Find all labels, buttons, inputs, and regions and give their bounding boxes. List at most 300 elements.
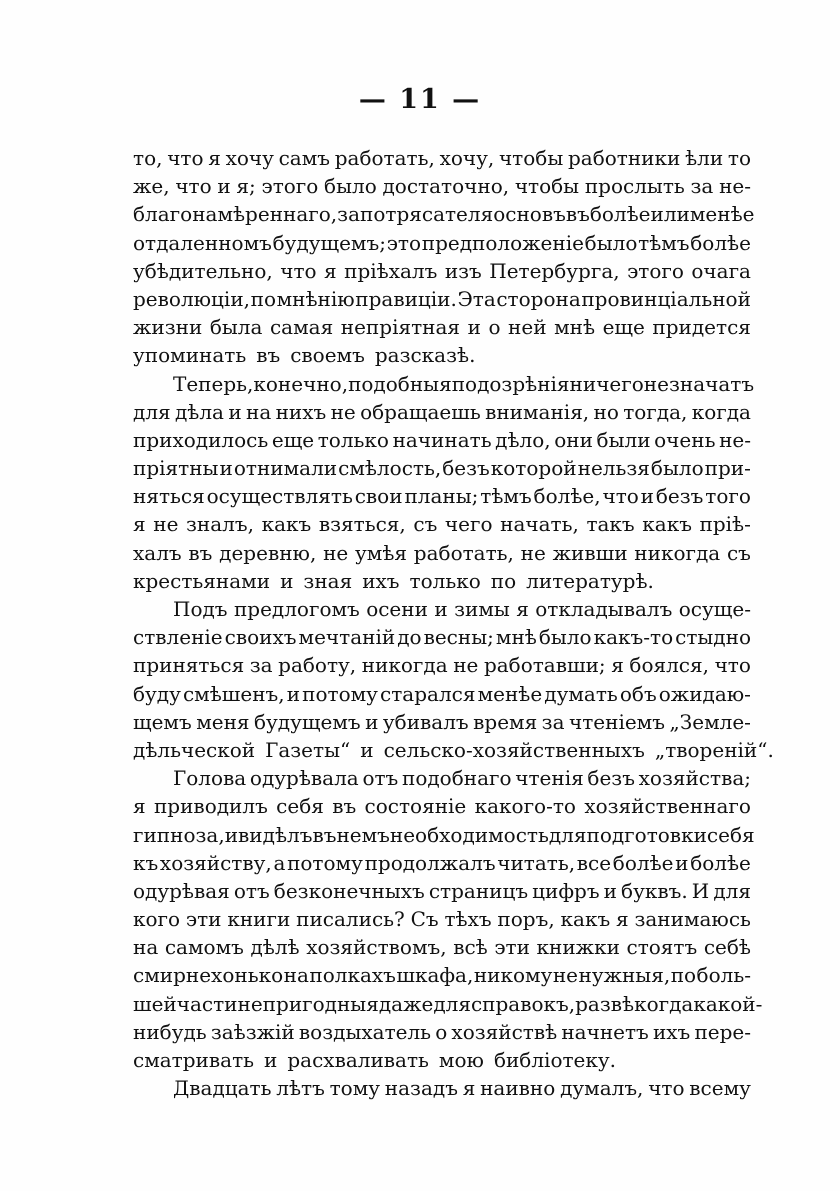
word: шей <box>133 991 177 1016</box>
text-line <box>133 510 751 538</box>
word: Подъ <box>173 597 228 621</box>
word: чтенія <box>515 766 584 791</box>
word: зналъ, <box>186 512 254 537</box>
text-line <box>133 623 751 651</box>
word: мнѣ <box>495 625 537 650</box>
word: не- <box>719 427 751 452</box>
word: для <box>548 822 587 847</box>
word: ничего <box>569 371 644 396</box>
word: я <box>208 146 221 170</box>
word: никому <box>473 963 553 988</box>
word: очага <box>691 258 751 283</box>
text-line <box>133 905 751 933</box>
word: и <box>675 850 689 875</box>
word: и <box>224 822 239 847</box>
word: которой <box>490 456 577 481</box>
word: не <box>520 540 546 565</box>
word: состояніе <box>364 794 467 819</box>
word: болѣе <box>612 850 674 875</box>
word: въ <box>332 794 357 819</box>
word: боялся, <box>629 653 709 678</box>
word: такъ <box>586 512 635 537</box>
word: когда <box>634 991 694 1016</box>
word: за <box>249 653 273 678</box>
word: на <box>133 935 159 960</box>
word: отъ <box>233 878 270 903</box>
word: въ <box>256 343 281 368</box>
word: мою <box>438 1048 484 1072</box>
word: кого <box>133 907 181 932</box>
page-number: — 11 — <box>358 84 482 115</box>
word: приняться <box>133 653 245 678</box>
word: было <box>584 230 638 255</box>
word: потрясателя <box>360 202 494 227</box>
word: работники <box>567 146 681 170</box>
word: придется <box>652 315 751 340</box>
word: непріятная <box>340 315 461 340</box>
word: осуще- <box>678 597 751 621</box>
word: сельско-хозяйственныхъ <box>383 737 645 762</box>
word: въ <box>312 822 337 847</box>
word: они <box>554 427 593 452</box>
text-line <box>133 764 751 792</box>
word: няться <box>133 484 205 509</box>
word: очень <box>654 427 716 452</box>
text-line <box>133 821 755 849</box>
word: дѣлѣ <box>250 935 300 960</box>
word: ней <box>508 315 547 340</box>
word: взяться, <box>318 512 406 537</box>
word: „твореній“. <box>654 737 774 762</box>
word: полкахъ <box>309 963 396 988</box>
word: откладывалъ <box>535 597 673 621</box>
word: части <box>176 991 238 1016</box>
word: думалъ, <box>560 1076 644 1101</box>
word: еще <box>271 427 315 452</box>
word: тогда, <box>623 399 688 424</box>
text-line <box>133 1018 751 1046</box>
word: себя <box>276 794 324 819</box>
word: И <box>691 878 710 903</box>
word: смѣлость, <box>338 456 442 481</box>
text-line <box>133 1046 751 1074</box>
word: убивалъ <box>382 709 469 734</box>
word: чтеніемъ <box>568 709 665 734</box>
word: убѣдительно, <box>133 258 273 283</box>
word: было <box>324 174 377 199</box>
word: и <box>228 399 242 424</box>
word: отнимали <box>233 456 338 481</box>
word: безъ <box>655 484 704 509</box>
word: чтобы <box>498 146 564 170</box>
word: я <box>324 258 337 283</box>
word: я <box>133 794 146 819</box>
word: развѣ <box>575 991 635 1016</box>
word: только <box>409 568 481 593</box>
word: будущемъ <box>254 709 361 734</box>
word: стоятъ <box>626 935 698 960</box>
word: пріѣхалъ <box>344 258 438 283</box>
word: подозрѣнія <box>451 371 570 396</box>
word: что <box>602 484 639 509</box>
word: никогда <box>634 540 721 565</box>
word: болѣе <box>690 230 751 255</box>
word: страницъ <box>428 878 529 903</box>
word: и <box>217 174 231 199</box>
word: а <box>273 850 286 875</box>
text-line <box>133 708 751 736</box>
word: дѣла <box>174 399 224 424</box>
word: назадъ <box>384 1076 458 1101</box>
word: чего <box>444 512 493 537</box>
word: ихъ <box>652 1019 691 1044</box>
word: отдаленномъ <box>133 230 272 255</box>
word: своемъ <box>290 343 365 368</box>
word: что <box>714 653 751 678</box>
word: въ <box>188 540 213 565</box>
word: какъ <box>560 907 611 932</box>
word: то, <box>133 146 163 170</box>
word: старался <box>380 681 476 706</box>
word: предположеніе <box>421 230 584 255</box>
word: отъ <box>362 766 399 791</box>
word: литературѣ. <box>526 568 654 593</box>
word: подготовки <box>586 822 707 847</box>
word: крестьянами <box>133 568 271 593</box>
word: потому <box>302 681 378 706</box>
word: стыдно <box>675 625 751 650</box>
word: лѣтъ <box>276 1076 325 1101</box>
word: хозяйства; <box>638 766 751 791</box>
word: нужныя, <box>578 963 671 988</box>
text-line <box>133 539 751 567</box>
word: себя <box>706 822 755 847</box>
word: гипноза, <box>133 822 225 847</box>
word: халъ <box>133 540 182 565</box>
word: Съ <box>410 907 439 932</box>
word: какъ <box>642 512 692 537</box>
word: самъ <box>278 146 331 170</box>
word: занимаюсь <box>634 907 751 932</box>
word: менѣе <box>689 202 755 227</box>
word: приводилъ <box>153 794 268 819</box>
word: пріятны <box>133 456 219 481</box>
word: было <box>650 456 704 481</box>
word: и <box>286 681 301 706</box>
word: я; <box>236 174 256 199</box>
word: хочу <box>225 146 274 170</box>
word: всему <box>689 1076 751 1101</box>
word: хочу, <box>439 146 495 170</box>
word: это <box>386 230 421 255</box>
word: потому <box>287 850 363 875</box>
word: не <box>643 371 669 396</box>
word: какого-то <box>474 794 576 819</box>
word: было <box>538 625 592 650</box>
body-text <box>133 144 774 1102</box>
word: мечтаній <box>298 625 396 650</box>
word: мнѣ <box>554 315 596 340</box>
word: эти <box>494 935 530 960</box>
text-line <box>133 257 751 285</box>
word: я <box>516 597 529 621</box>
word: не <box>323 540 349 565</box>
word: начинать <box>392 427 492 452</box>
word: конечно, <box>253 371 349 396</box>
word: упоминать <box>133 343 247 368</box>
word: за <box>541 709 565 734</box>
word: тѣмъ <box>480 484 532 509</box>
word: на <box>245 399 272 424</box>
word: книги <box>227 907 291 932</box>
text-line <box>133 1074 751 1102</box>
word: нибудь <box>133 1019 207 1044</box>
word: для <box>133 399 171 424</box>
word: самомъ <box>164 935 244 960</box>
word: безъ <box>587 766 635 791</box>
word: своихъ <box>224 625 297 650</box>
word: основъ <box>493 202 566 227</box>
word: были <box>596 427 651 452</box>
word: что <box>175 174 212 199</box>
word: я <box>133 512 146 537</box>
text-line <box>133 792 751 820</box>
word: обращаешь <box>360 399 481 424</box>
word: безконечныхъ <box>273 878 425 903</box>
word: работу, <box>278 653 357 678</box>
text-line <box>133 313 751 341</box>
word: благонамѣреннаго, <box>133 202 338 227</box>
word: на <box>283 963 309 988</box>
text-line <box>133 482 751 510</box>
word: непригодныя <box>237 991 379 1016</box>
word: то <box>727 146 751 170</box>
word: только <box>317 427 389 452</box>
word: же, <box>133 174 170 199</box>
word: болѣе, <box>533 484 601 509</box>
word: этого <box>261 174 319 199</box>
word: подобнаго <box>401 766 512 791</box>
word: поръ, <box>497 907 555 932</box>
word: и <box>434 597 448 621</box>
word: объ <box>619 681 657 706</box>
word: начать, <box>500 512 579 537</box>
word: и <box>264 1048 278 1072</box>
word: будущемъ; <box>272 230 386 255</box>
word: и <box>219 456 233 481</box>
word: эти <box>185 907 222 932</box>
word: пріѣ- <box>699 512 751 537</box>
word: была <box>209 315 263 340</box>
word: „Земле- <box>669 709 751 734</box>
word: расхваливать <box>287 1048 429 1072</box>
word: жизни <box>133 315 203 340</box>
word: для <box>713 878 751 903</box>
word: по <box>250 286 276 311</box>
word: дѣло, <box>495 427 551 452</box>
word: воздыхатель <box>298 1019 432 1044</box>
word: хозяйственнаго <box>584 794 751 819</box>
word: меня <box>196 709 250 734</box>
word: прослыть <box>584 174 685 199</box>
word: ихъ <box>362 568 400 593</box>
word: тѣхъ <box>444 907 492 932</box>
word: что <box>280 258 317 283</box>
word: по <box>490 568 517 593</box>
word: Теперь, <box>173 371 254 396</box>
word: работать, <box>413 540 514 565</box>
text-line <box>133 229 751 257</box>
word: къ <box>133 850 159 875</box>
word: наивно <box>480 1076 556 1101</box>
word: чтобы <box>514 174 580 199</box>
word: что <box>167 146 204 170</box>
word: не <box>330 399 356 424</box>
word: провинціальной <box>581 286 751 311</box>
word: безъ <box>442 456 490 481</box>
word: я <box>616 907 629 932</box>
text-line <box>133 426 751 454</box>
word: ѣли <box>685 146 724 170</box>
word: изъ <box>444 258 482 283</box>
word: и <box>365 709 379 734</box>
word: съ <box>726 540 751 565</box>
word: какой- <box>693 991 763 1016</box>
word: правиціи. <box>355 286 457 311</box>
text-line <box>133 285 751 313</box>
text-line <box>133 933 751 961</box>
text-line <box>133 961 751 989</box>
word: смирнехонько <box>133 963 284 988</box>
word: не- <box>719 174 751 199</box>
word: планы; <box>404 484 479 509</box>
word: по <box>670 963 697 988</box>
word: подобныя <box>348 371 452 396</box>
text-line <box>133 200 755 228</box>
word: писались? <box>296 907 405 932</box>
word: Газеты“ <box>265 737 351 762</box>
word: Петербурга, <box>489 258 620 283</box>
word: начнетъ <box>561 1019 649 1044</box>
word: время <box>473 709 538 734</box>
word: за <box>690 174 714 199</box>
word: за <box>337 202 361 227</box>
word: осуществлять <box>206 484 353 509</box>
word: Эта <box>457 286 496 311</box>
word: одурѣвала <box>249 766 359 791</box>
word: до <box>397 625 422 650</box>
word: думать <box>544 681 618 706</box>
word: живши <box>552 540 628 565</box>
word: Голова <box>173 766 247 791</box>
word: свои <box>354 484 403 509</box>
word: читать, <box>497 850 576 875</box>
word: дѣльческой <box>133 737 256 762</box>
word: одурѣвая <box>133 878 230 903</box>
word: болѣе <box>589 202 651 227</box>
text-line <box>133 651 751 679</box>
word: о <box>488 315 501 340</box>
word: какъ <box>261 512 312 537</box>
word: сторона <box>496 286 581 311</box>
word: разсказѣ. <box>374 343 476 368</box>
word: буду <box>133 681 181 706</box>
word: того <box>705 484 751 509</box>
word: библіотеку. <box>493 1048 617 1072</box>
word: себѣ <box>703 935 751 960</box>
word: тѣмъ <box>638 230 690 255</box>
word: шкафа, <box>396 963 474 988</box>
text-line <box>133 680 751 708</box>
word: и <box>467 315 481 340</box>
word: съ <box>413 512 438 537</box>
word: значатъ <box>668 371 755 396</box>
word: нихъ <box>275 399 327 424</box>
word: пере- <box>694 1019 751 1044</box>
word: зимы <box>454 597 510 621</box>
word: болѣе <box>690 850 751 875</box>
word: буквъ. <box>621 878 688 903</box>
text-line <box>133 736 774 764</box>
word: весны; <box>423 625 494 650</box>
text-line <box>133 849 751 877</box>
word: смѣшенъ, <box>182 681 285 706</box>
text-line <box>133 595 751 623</box>
text-line <box>133 144 751 172</box>
word: немъ <box>336 822 390 847</box>
word: заѣзжій <box>210 1019 295 1044</box>
text-line <box>133 990 763 1018</box>
word: вниманія, <box>485 399 590 424</box>
word: еще <box>602 315 645 340</box>
word: ствленіе <box>133 625 223 650</box>
word: никогда <box>361 653 448 678</box>
word: для <box>433 991 471 1016</box>
word: продолжалъ <box>364 850 496 875</box>
word: самая <box>269 315 334 340</box>
word: боль- <box>696 963 751 988</box>
word: и <box>603 878 617 903</box>
text-line <box>133 370 755 398</box>
word: достаточно, <box>382 174 510 199</box>
text-line <box>133 567 751 595</box>
word: нельзя <box>577 456 650 481</box>
word: осени <box>366 597 428 621</box>
word: какъ-то <box>593 625 674 650</box>
text-line <box>133 172 751 200</box>
word: я <box>611 653 624 678</box>
word: зная <box>303 568 353 593</box>
word: работавши; <box>483 653 606 678</box>
word: необходимость <box>389 822 549 847</box>
word: не <box>552 963 578 988</box>
word: что <box>648 1076 685 1101</box>
word: всѣ <box>453 935 488 960</box>
word: даже <box>378 991 434 1016</box>
word: хозяйству, <box>159 850 272 875</box>
word: предлогомъ <box>233 597 360 621</box>
word: я <box>462 1076 476 1101</box>
word: при- <box>704 456 751 481</box>
text-line <box>133 454 751 482</box>
word: и <box>280 568 294 593</box>
word: не <box>153 512 179 537</box>
word: работать, <box>334 146 435 170</box>
word: и <box>640 484 655 509</box>
word: щемъ <box>133 709 192 734</box>
word: умѣя <box>355 540 408 565</box>
word: или <box>650 202 690 227</box>
